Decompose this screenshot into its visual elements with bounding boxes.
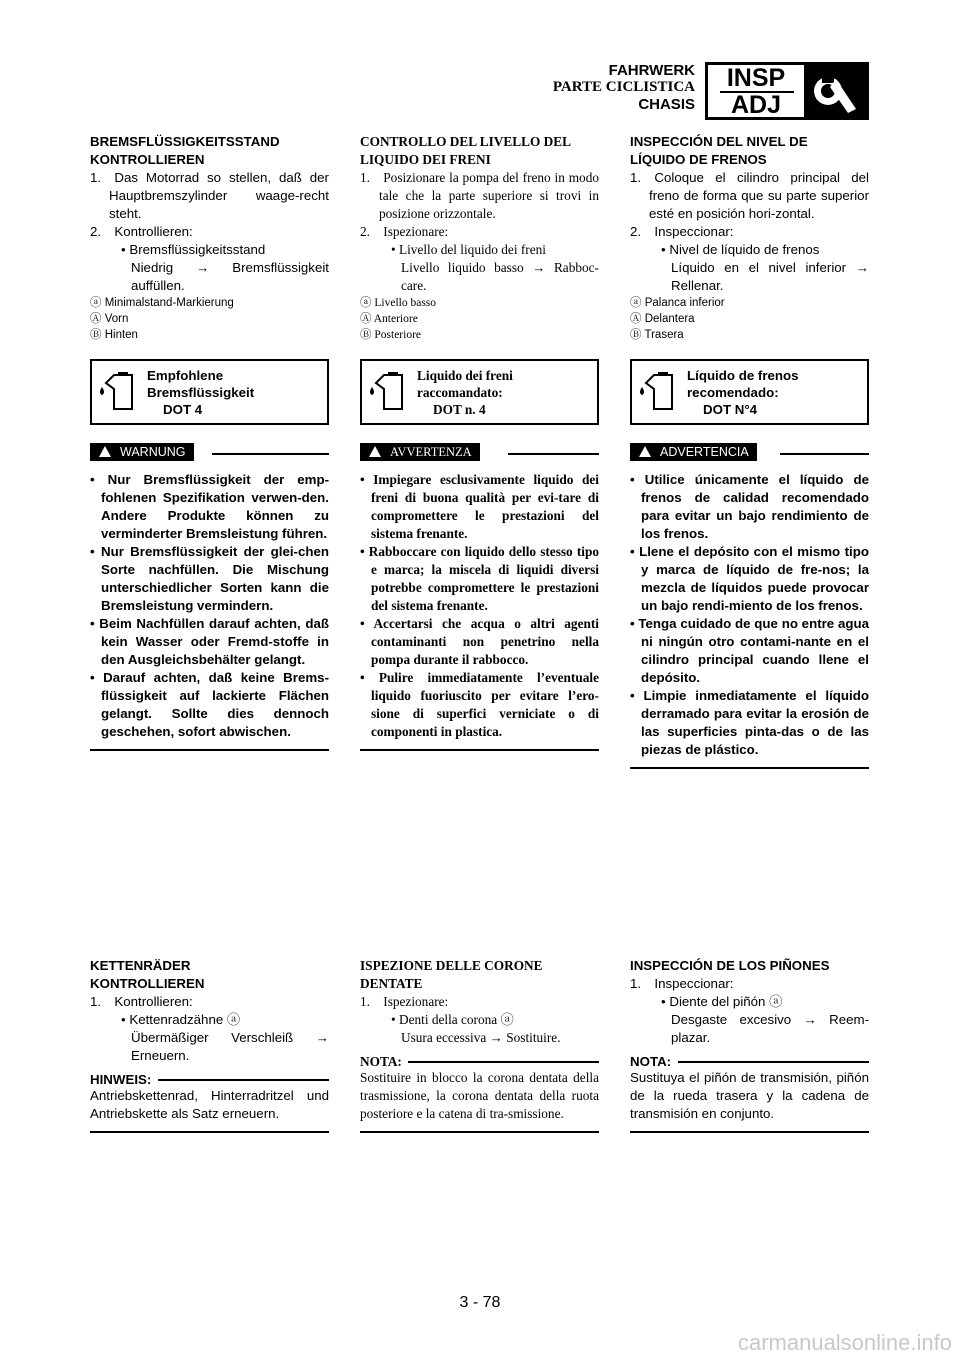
de-warning-list: • Nur Bremsflüssigkeit der emp-fohlenen Spezifikation verwen-den. Andere Produkte können zu verminderter Bremsleistung führen. • Nur Bremsflüssigkeit der glei-chen Sorte nachfüllen. Die Mischung unterschiedlicher Sorten kann die Bremsleistung vermindern. • Beim Nachfüllen darauf achten, daß kein Wasser oder Fremd-stoffe in den Ausgleichsbehälter gelangt. • Darauf achten, daß keine Brems-flüssigkeit auf lackierte Flächen gelangt. Sollte dies dennoch geschehen, sofort abwischen. [90, 472, 329, 739]
es-bullet-detail: Líquido en el nivel inferior → Rellenar. [671, 260, 869, 293]
de-legend: ⓐ Minimalstand-Markierung Ⓐ Vorn Ⓑ Hinten [90, 297, 234, 341]
it-legend: ⓐ Livello basso Ⓐ Anteriore Ⓑ Posteriore [360, 297, 437, 341]
es-step-2: 2. Inspeccionar: [630, 224, 734, 239]
header-fahrwerk: FAHRWERK [608, 62, 695, 79]
es-legend: ⓐ Palanca inferior Ⓐ Delantera Ⓑ Trasera [630, 297, 725, 341]
header-parte-ciclistica: PARTE CICLISTICA [552, 79, 695, 95]
it-step-1: 1. Posizionare la pompa del freno in modo tale che la parte superiore si trovi in posizione orizzontale. [360, 170, 599, 221]
column-spanish [630, 133, 869, 769]
oil-can-icon [92, 361, 144, 423]
wrench-icon [804, 65, 866, 117]
insp-adj-badge [705, 62, 869, 120]
de-sprocket-step: 1. Kontrollieren: [90, 994, 193, 1009]
it-bullet-detail: Livello liquido basso → Rabboc-care. [401, 260, 599, 293]
de-sprocket-detail: Übermäßiger Verschleiß → Erneuern. [131, 1030, 329, 1063]
it-sprocket-section [360, 957, 599, 1133]
es-step-1: 1. Coloque el cilindro principal del freno de forma que su parte superior esté en posición hori-zontal. [630, 170, 869, 221]
it-sprocket-step: 1. Ispezionare: [360, 994, 449, 1009]
oil-can-icon [632, 361, 684, 423]
es-sprocket-title: INSPECCIÓN DE LOS PIÑONES [630, 958, 830, 973]
page-number: 3 - 78 [459, 1294, 501, 1311]
it-sprocket-title: ISPEZIONE DELLE CORONE DENTATE [360, 958, 543, 991]
de-bullet-detail: Niedrig → Bremsflüssigkeit auffüllen. [131, 260, 329, 293]
de-note-header: HINWEIS: [90, 1071, 329, 1087]
de-step-1: 1. Das Motorrad so stellen, daß der Hauptbremszylinder waage-recht steht. [90, 170, 329, 221]
it-note: Sostituire in blocco la corona dentata della trasmissione, la corona dentata della ruota posteriore e la catena di tra-smissione. [360, 1070, 599, 1121]
es-warning-list: • Utilice únicamente el líquido de frenos de calidad recomendado para evitar un bajo rendimiento de los frenos. • Llene el depósito con el mismo tipo y marca de líquido de fre-nos; la mezcla de líquidos puede provocar un bajo rendi-miento de los frenos. • Tenga cuidado de que no entre agua ni ningún otro contami-nante en el cilindro principal cuando llene el depósito. • Limpie inmediatamente el líquido derramado para evitar la erosión de las superficies pinta-das o de las piezas de plástico. [630, 472, 869, 757]
de-title: BREMSFLÜSSIGKEITSSTAND KONTROLLIEREN [90, 134, 280, 167]
es-note: Sustituya el piñón de transmisión, piñón de la rueda trasera y la cadena de transmisión en conjunto. [630, 1070, 869, 1121]
es-warning-header: ADVERTENCIA [630, 443, 869, 465]
es-sprocket-section [630, 957, 869, 1133]
de-sprocket-title: KETTENRÄDER KONTROLLIEREN [90, 958, 205, 991]
de-sprocket-bullet: • Kettenradzähne ⓐ [121, 1012, 241, 1027]
es-note-header: NOTA: [630, 1053, 869, 1069]
de-sprocket-section [90, 957, 329, 1133]
it-bullet: • Livello del liquido dei freni [391, 242, 546, 257]
column-german [90, 133, 329, 751]
column-italian [360, 133, 599, 751]
it-warning-list: • Impiegare esclusivamente liquido dei freni di buona qualità per evi-tare di compromettere le prestazioni del sistema frenante. • Rabboccare con liquido dello stesso tipo e marca; la miscela di liquidi diversi potrebbe compromettere le prestazioni del sistema frenante. • Accertarsi che acqua o altri agenti contaminanti non penetrino nella pompa durante il rabbocco. • Pulire immediatamente l’eventuale liquido fuoriuscito per evitare l’ero-sione di superfici verniciate o di componenti in plastica. [360, 472, 599, 739]
it-fluid-box: Liquido dei freni raccomandato: DOT n. 4 [360, 359, 599, 425]
badge-insp: INSP [726, 64, 786, 92]
it-note-header: NOTA: [360, 1053, 599, 1069]
it-warning-header: AVVERTENZA [360, 443, 599, 465]
de-bullet: • Bremsflüssigkeitsstand [121, 242, 266, 257]
de-step-2: 2. Kontrollieren: [90, 224, 193, 239]
de-warning-header: WARNUNG [90, 443, 329, 465]
oil-can-icon [362, 361, 414, 423]
section-header [553, 62, 695, 113]
es-sprocket-bullet: • Diente del piñón ⓐ [661, 994, 783, 1009]
es-sprocket-step: 1. Inspeccionar: [630, 976, 734, 991]
de-note: Antriebskettenrad, Hinterradritzel und Antriebskette als Satz erneuern. [90, 1088, 329, 1121]
header-chasis: CHASIS [638, 96, 695, 113]
it-sprocket-bullet: • Denti della corona ⓐ [391, 1012, 514, 1027]
es-fluid-box: Líquido de frenos recomendado: DOT N°4 [630, 359, 869, 425]
es-bullet: • Nivel de líquido de frenos [661, 242, 820, 257]
es-title: INSPECCIÓN DEL NIVEL DE LÍQUIDO DE FRENOS [630, 134, 808, 167]
it-step-2: 2. Ispezionare: [360, 224, 449, 239]
it-title: CONTROLLO DEL LIVELLO DEL LIQUIDO DEI FRENI [360, 134, 571, 167]
it-sprocket-detail: Usura eccessiva → Sostituire. [401, 1030, 561, 1045]
es-sprocket-detail: Desgaste excesivo → Reem-plazar. [671, 1012, 869, 1045]
de-fluid-box: Empfohlene Bremsflüssigkeit DOT 4 [90, 359, 329, 425]
badge-adj: ADJ [730, 91, 781, 119]
watermark: carmanualsonline.info [737, 1330, 952, 1355]
